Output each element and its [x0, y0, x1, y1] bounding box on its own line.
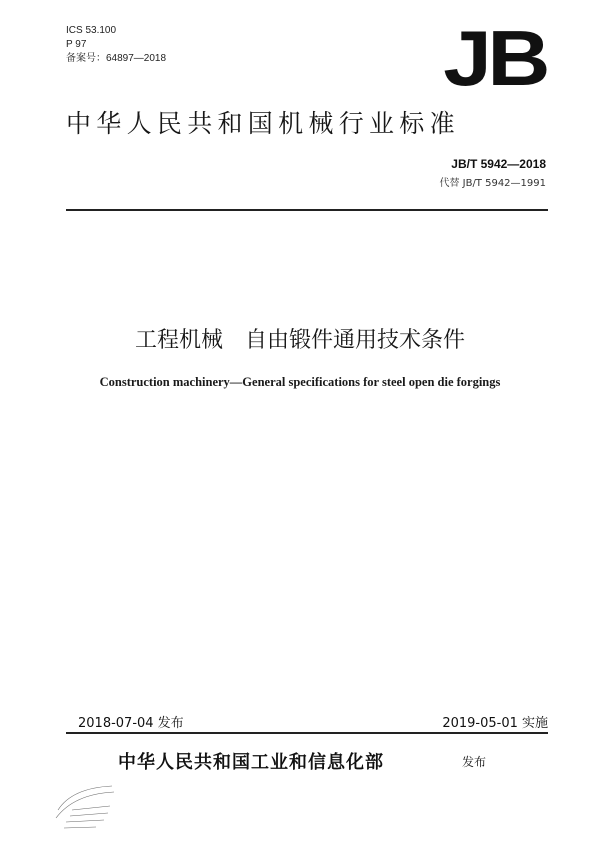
issuing-authority: 中华人民共和国工业和信息化部	[118, 752, 384, 773]
implement-date: 2019-05-01 实施	[442, 716, 548, 731]
classification-code: P 97	[66, 39, 87, 50]
bottom-divider	[66, 732, 548, 734]
filing-number: 备案号：64897—2018	[66, 53, 167, 64]
document-meta-block	[66, 24, 166, 66]
document-title-english: Construction machinery—General specifications for steel open die forgings	[99, 375, 501, 389]
ics-code: ICS 53.100	[66, 25, 117, 36]
publish-date: 2018-07-04 发布	[78, 716, 184, 731]
replaces-standard: 代替 JB/T 5942—1991	[439, 178, 546, 189]
issuer-suffix: 发布	[462, 755, 487, 769]
document-title-chinese: 工程机械 自由锻件通用技术条件	[134, 328, 465, 353]
top-divider	[66, 209, 548, 211]
jb-logo: JB	[443, 14, 546, 102]
standard-number: JB/T 5942—2018	[451, 157, 546, 171]
stamp-mark-icon	[52, 780, 122, 832]
standard-category-title: 中华人民共和国机械行业标准	[66, 109, 460, 138]
